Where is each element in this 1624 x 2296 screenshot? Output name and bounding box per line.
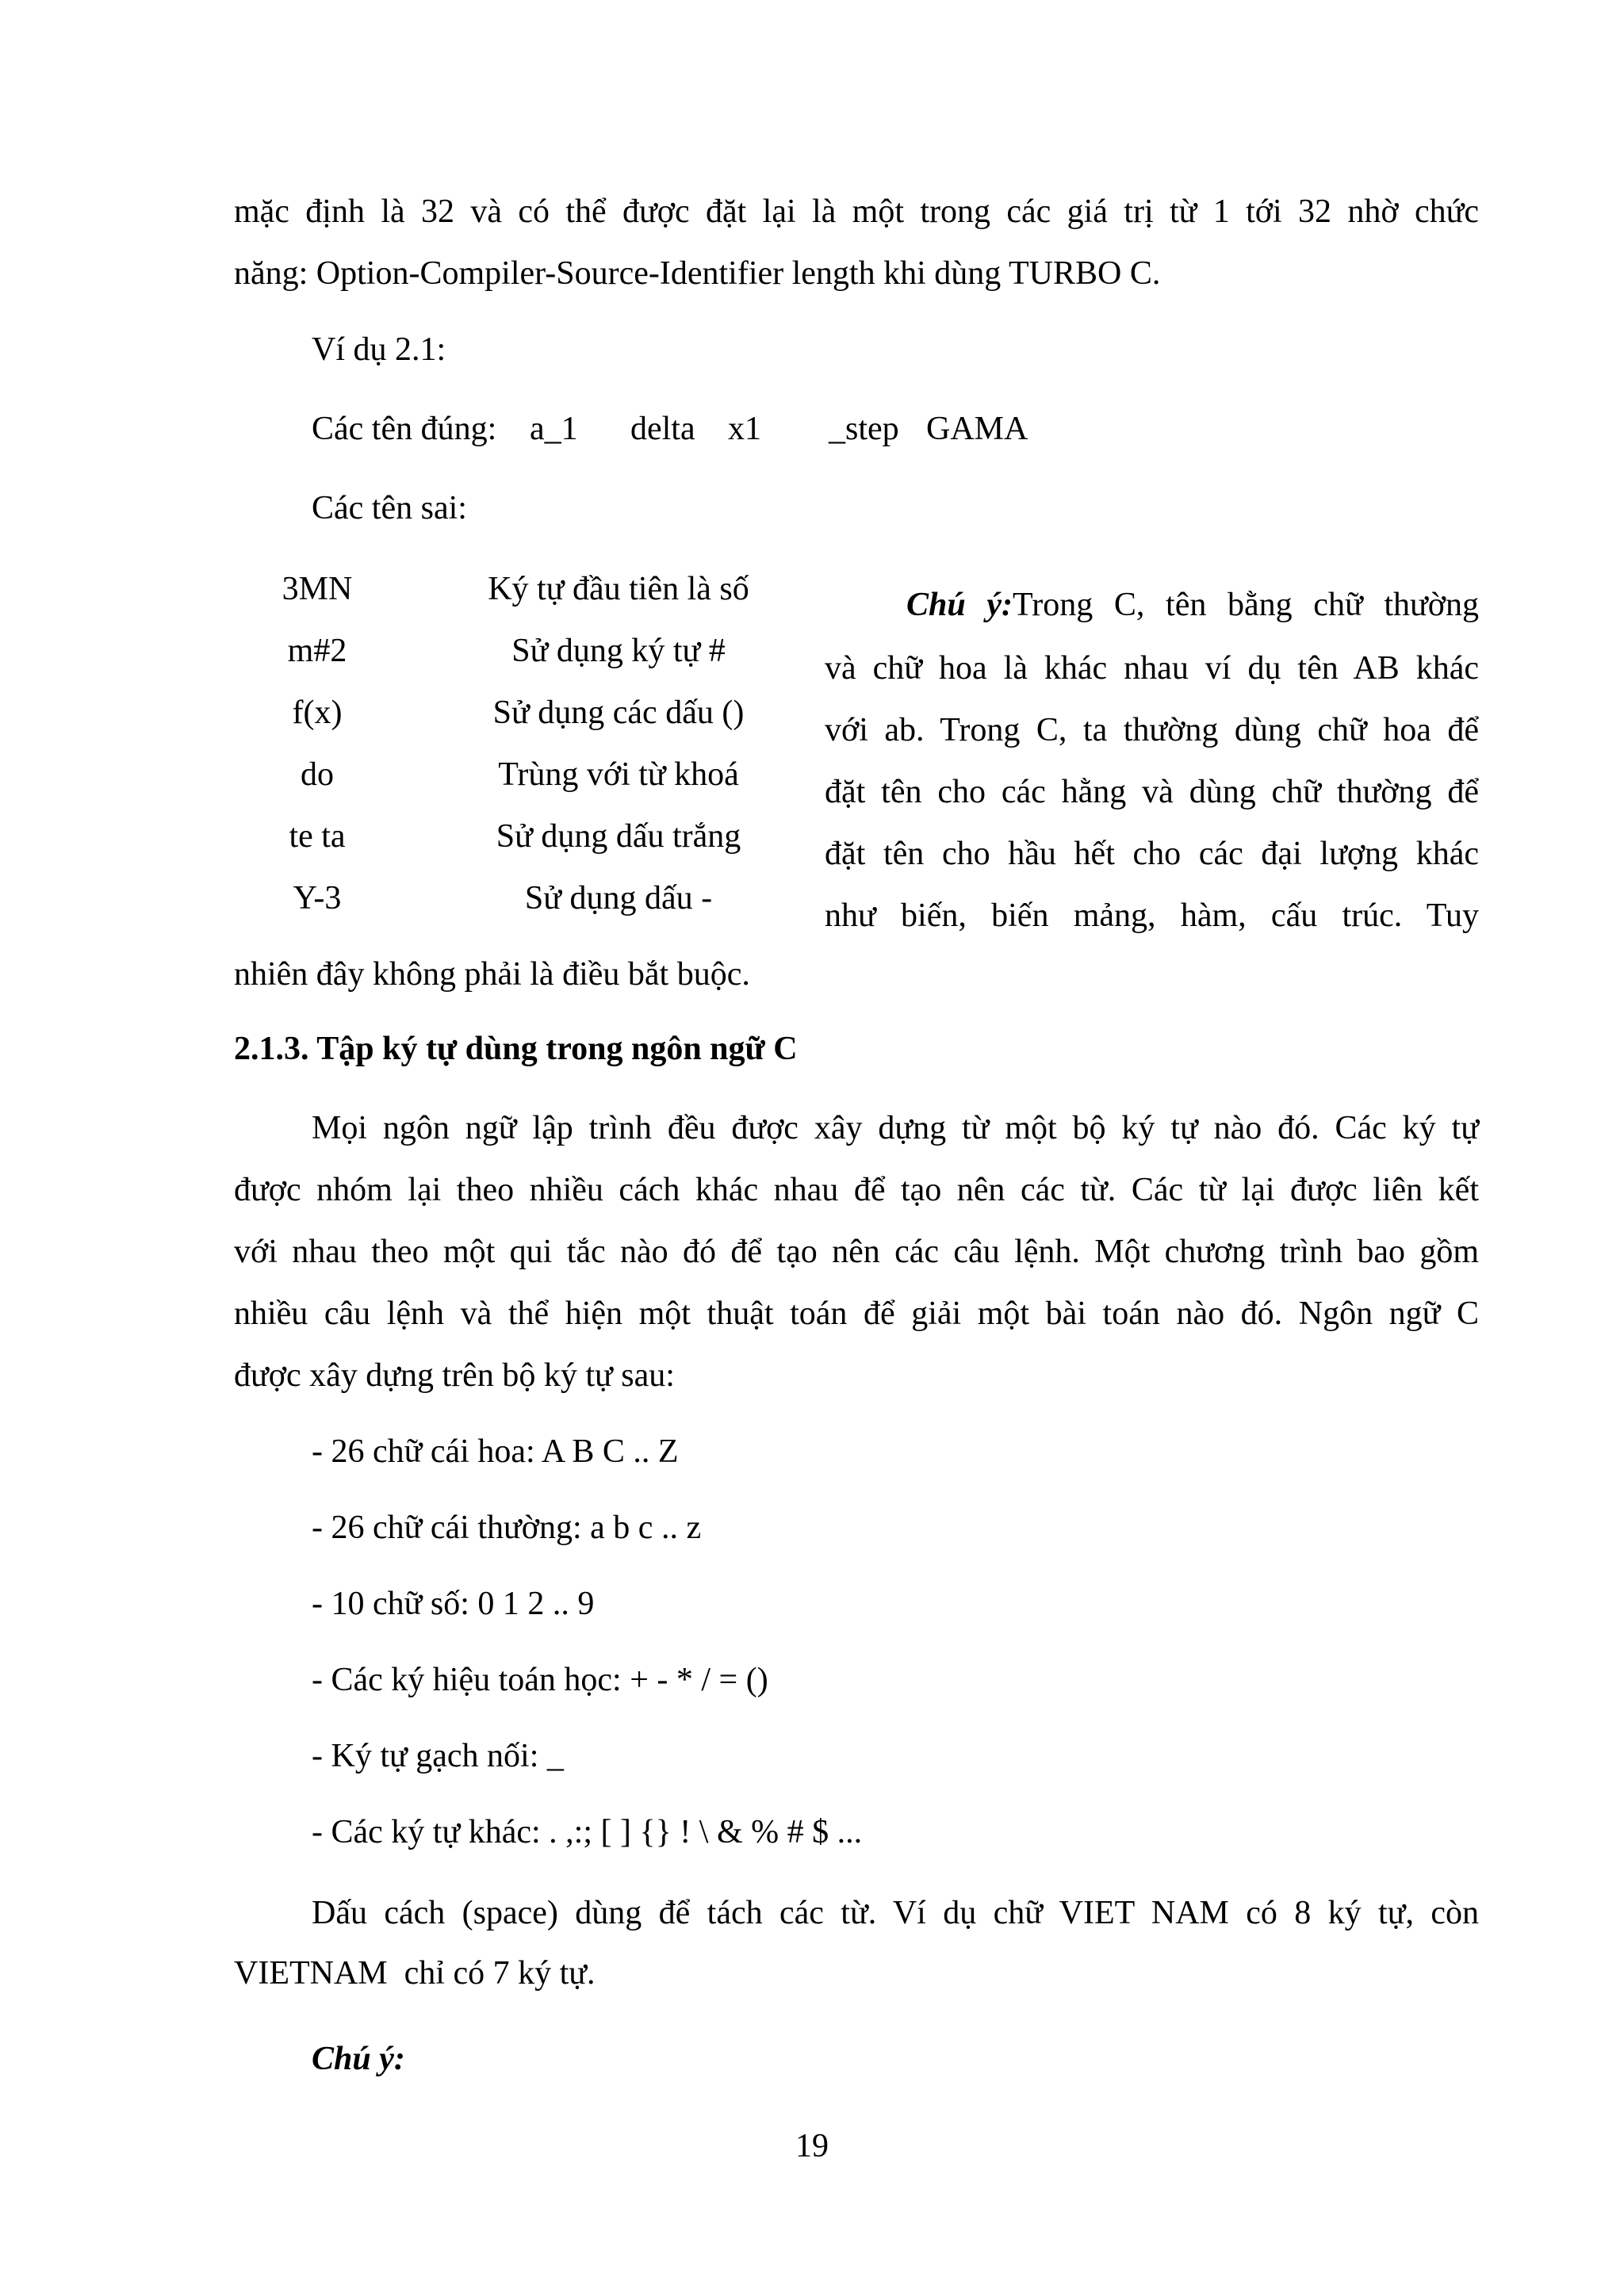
note-label: Chú ý:: [906, 587, 1013, 623]
list-item: - 26 chữ cái thường: a b c .. z: [312, 1510, 702, 1546]
invalid-name: te ta: [289, 818, 346, 855]
section-heading: 2.1.3. Tập ký tự dùng trong ngôn ngữ C: [234, 1031, 798, 1067]
paragraph-line: nhiều câu lệnh và thể hiện một thuật toán để giải một bài toán nào đó. Ngôn ngữ C: [234, 1295, 1479, 1332]
paragraph-line: mặc định là 32 và có thể được đặt lại là một trong các giá trị từ 1 tới 32 nhờ chức: [234, 193, 1479, 230]
invalid-name: Y-3: [293, 880, 342, 916]
note-label: Chú ý:: [312, 2041, 405, 2077]
list-item: - 26 chữ cái hoa: A B C .. Z: [312, 1433, 679, 1470]
invalid-name: m#2: [287, 633, 347, 669]
invalid-reason: Trùng với từ khoá: [498, 756, 739, 793]
side-note-continuation: nhiên đây không phải là điều bắt buộc.: [234, 956, 750, 993]
invalid-name: do: [301, 756, 334, 793]
valid-name: delta: [630, 411, 695, 447]
side-note-line: đặt tên cho hầu hết cho các đại lượng khác: [825, 836, 1479, 872]
valid-names-label: Các tên đúng:: [312, 411, 497, 447]
invalid-name: f(x): [292, 695, 343, 731]
paragraph-line: với nhau theo một qui tắc nào đó để tạo nên các câu lệnh. Một chương trình bao gồm: [234, 1234, 1479, 1270]
side-note-line: đặt tên cho các hằng và dùng chữ thường để: [825, 774, 1479, 810]
example-title: Ví dụ 2.1:: [312, 331, 446, 368]
paragraph-line: Mọi ngôn ngữ lập trình đều được xây dựng từ một bộ ký tự nào đó. Các ký tự: [312, 1110, 1479, 1146]
list-item: - Các ký tự khác: . ,:; [ ] {} ! \ & % # $ ...: [312, 1814, 863, 1850]
page-number: 19: [795, 2128, 829, 2164]
side-note-line: với ab. Trong C, ta thường dùng chữ hoa để: [825, 712, 1479, 748]
paragraph-line: Dấu cách (space) dùng để tách các từ. Ví dụ chữ VIET NAM có 8 ký tự, còn: [312, 1895, 1479, 1931]
invalid-reason: Ký tự đầu tiên là số: [488, 571, 749, 607]
invalid-names-label: Các tên sai:: [312, 490, 467, 526]
valid-name: a_1: [530, 411, 578, 447]
valid-name: GAMA: [926, 411, 1028, 447]
invalid-reason: Sử dụng các dấu (): [492, 695, 745, 731]
list-item: - Ký tự gạch nối: _: [312, 1738, 564, 1774]
paragraph-line: năng: Option-Compiler-Source-Identifier length khi dùng TURBO C.: [234, 255, 1161, 292]
side-note-line: và chữ hoa là khác nhau ví dụ tên AB khác: [825, 650, 1479, 687]
invalid-name: 3MN: [282, 571, 353, 607]
side-note-line: như biến, biến mảng, hàm, cấu trúc. Tuy: [825, 897, 1479, 934]
invalid-reason: Sử dụng dấu -: [524, 880, 713, 916]
list-item: - 10 chữ số: 0 1 2 .. 9: [312, 1586, 595, 1622]
note-text: Trong C, tên bằng chữ thường: [1013, 587, 1480, 623]
paragraph-line: được nhóm lại theo nhiều cách khác nhau để tạo nên các từ. Các từ lại được liên kết: [234, 1172, 1479, 1208]
side-note-line: [906, 588, 1479, 622]
paragraph-line: được xây dựng trên bộ ký tự sau:: [234, 1357, 675, 1394]
paragraph-line: VIETNAM chỉ có 7 ký tự.: [234, 1955, 596, 1992]
valid-name: x1: [728, 411, 761, 447]
valid-name: _step: [829, 411, 899, 447]
list-item: - Các ký hiệu toán học: + - * / = (): [312, 1662, 768, 1698]
invalid-reason: Sử dụng ký tự #: [511, 633, 726, 669]
invalid-reason: Sử dụng dấu trắng: [496, 818, 741, 855]
